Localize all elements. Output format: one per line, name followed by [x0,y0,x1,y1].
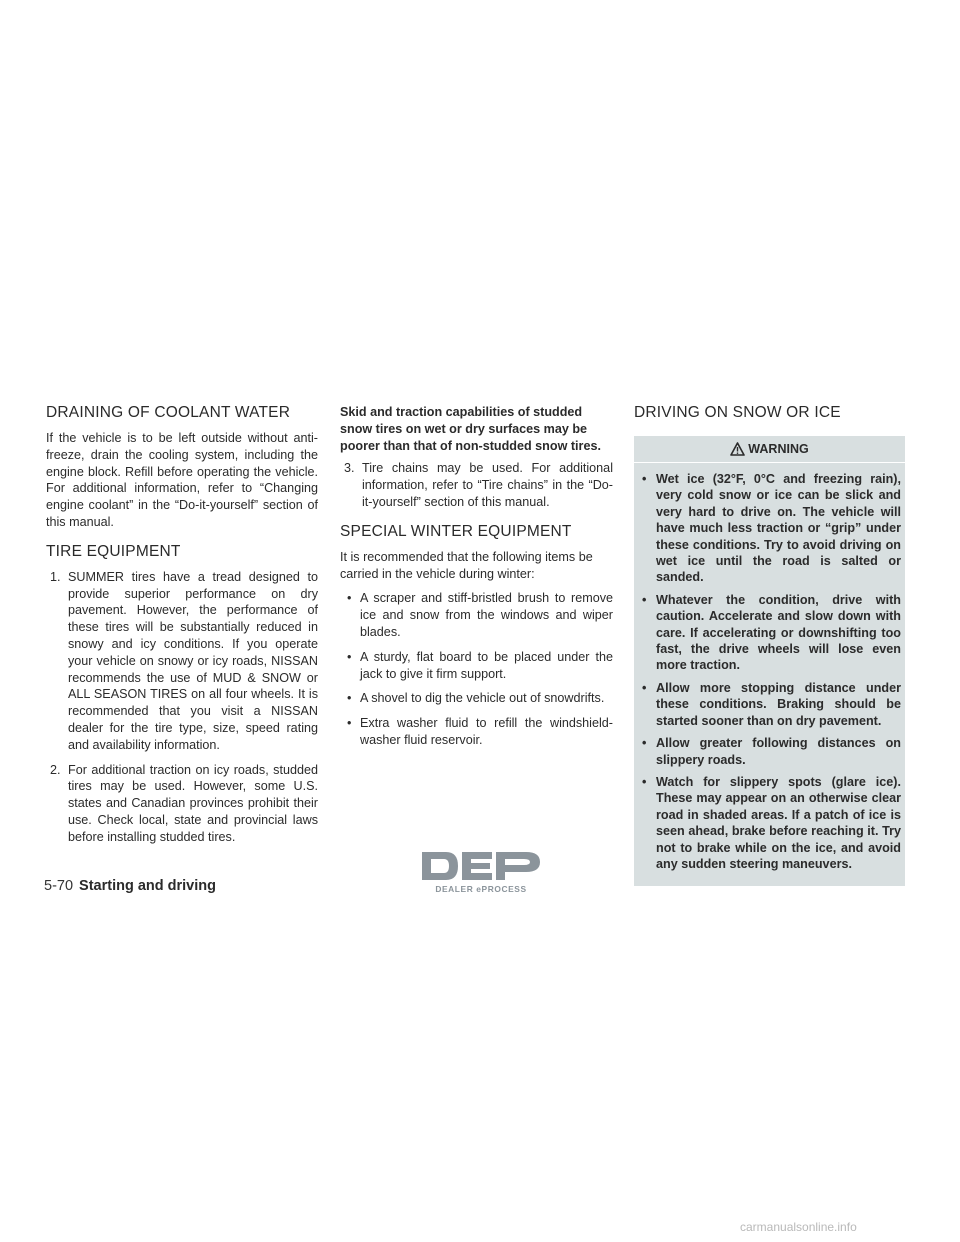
heading-tire-equipment: TIRE EQUIPMENT [46,542,181,560]
warning-triangle-icon [730,442,745,456]
heading-driving-snow-ice: DRIVING ON SNOW OR ICE [634,404,841,421]
column-middle [340,404,613,757]
list-item: 1. SUMMER tires have a tread designed to provide superior performance on dry pavement. However, the performance of these tires will be substantially reduced in snowy and icy conditions. If you operate your vehicle on snowy or icy roads, NISSAN recommends the use of MUD & SNOW or ALL SEASON TIRES on all four wheels. It is recommended that you visit a NISSAN dealer for the tire type, size, speed rating and availability information. [50,569,318,752]
column-right [634,404,905,886]
list-item: • Allow more stopping distance under these conditions. Braking should be started sooner than on dry pavement. [642,680,901,728]
warning-header [634,436,905,463]
column-left [46,404,318,854]
warning-box [634,436,905,886]
list-item: • Allow greater following distances on slippery roads. [642,736,901,767]
page-footer [44,878,216,894]
list-item: • Watch for slippery spots (glare ice). These may appear on an otherwise clear road in shaded areas. If a patch of ice is seen ahead, brake before reaching it. Try not to brake while on the ice, and avoid any sudden steering maneuvers. [642,774,901,871]
page-number: 5-70 [44,878,74,894]
list-item: • A scraper and stiff-bristled brush to remove ice and snow from the windows and wiper blades. [347,591,613,639]
special-equipment-list [340,590,613,748]
warning-label: WARNING [748,442,809,456]
list-item: • Wet ice (32°F, 0°C and freezing rain), very cold snow or ice can be slick and very hard to drive on. The vehicle will have much less traction or “grip” under these conditions. Try to avoid driving on wet ice until the road is salted or sanded. [642,472,901,585]
tire-equipment-list-continued [340,460,613,510]
watermark-text: carmanualsonline.info [740,1220,857,1234]
list-item: • Extra washer fluid to refill the windshield-washer fluid reservoir. [347,716,613,747]
paragraph-draining-coolant: If the vehicle is to be left outside without anti-freeze, drain the cooling system, including the engine block. Refill before operating the vehicle. For additional information, refer to “Changing engine coolant” in the “Do-it-yourself” section of this manual. [46,431,318,529]
heading-draining-coolant: DRAINING OF COOLANT WATER [46,404,291,421]
section-title: Starting and driving [79,878,216,894]
heading-special-winter-equipment: SPECIAL WINTER EQUIPMENT [340,522,572,540]
list-item: 3. Tire chains may be used. For additional information, refer to “Tire chains” in the “Do-it-yourself” section of this manual. [344,461,613,509]
logo-tagline: DEALER ePROCESS [435,884,527,894]
paragraph-special-winter: It is recommended that the following items be carried in the vehicle during winter: [340,549,593,581]
list-item: 2. For additional traction on icy roads, studded tires may be used. However, some U.S. states and Canadian provinces prohibit their use. Check local, state and provincial laws before installing studded tires. [50,762,318,844]
warning-list [642,471,901,872]
studded-tires-note: Skid and traction capabilities of studded snow tires on wet or dry surfaces may be poorer than that of non-studded snow tires. [340,405,601,453]
list-item: • A sturdy, flat board to be placed under the jack to give it firm support. [347,649,613,681]
dealer-eprocess-logo [418,848,544,896]
list-item: • A shovel to dig the vehicle out of snowdrifts. [347,691,605,706]
list-item: • Whatever the condition, drive with caution. Accelerate and slow down with care. If accelerating or downshifting too fast, the drive wheels will lose even more traction. [642,592,901,673]
tire-equipment-list [46,569,318,846]
